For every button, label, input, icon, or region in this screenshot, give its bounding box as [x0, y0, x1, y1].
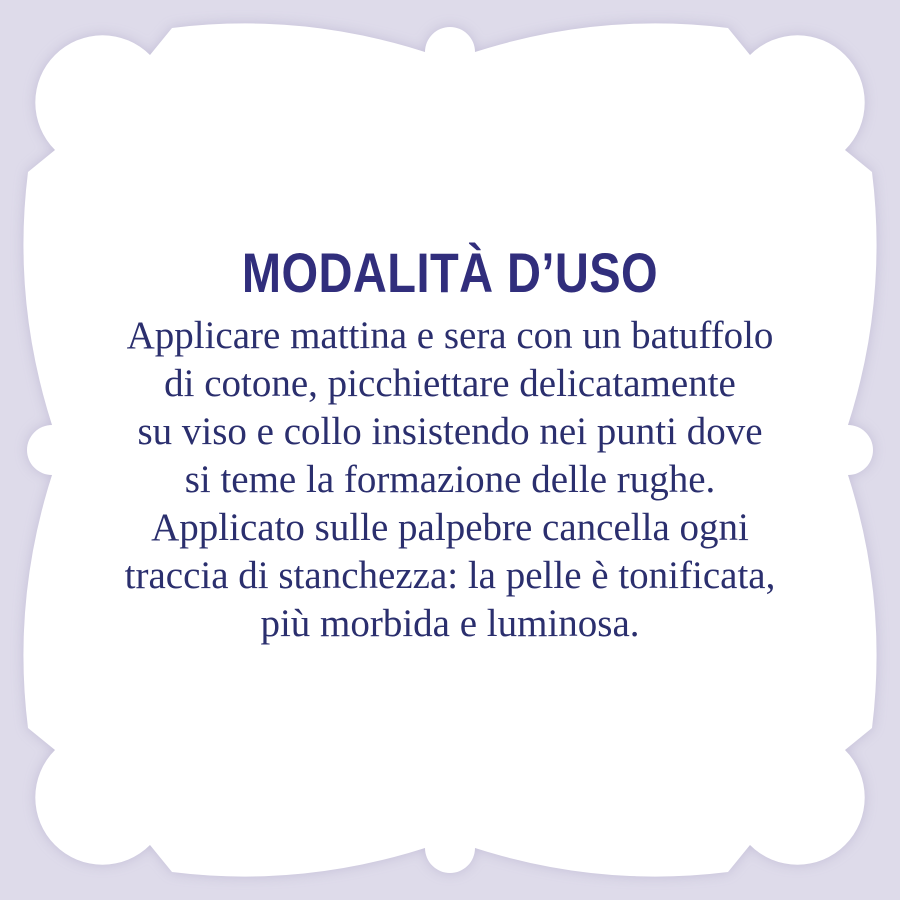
card-title: MODALITÀ D’USO — [241, 241, 659, 304]
body-line-4: si teme la formazione delle rughe. — [184, 458, 716, 501]
body-line-3: su viso e collo insistendo nei punti dove — [137, 410, 763, 453]
body-line-7: più morbida e luminosa. — [260, 602, 640, 645]
body-line-5: Applicato sulle palpebre cancella ogni — [151, 506, 749, 549]
body-line-6: traccia di stanchezza: la pelle è tonificata, — [124, 554, 776, 597]
usage-instructions-card — [70, 241, 830, 648]
body-line-2: di cotone, picchiettare delicatamente — [164, 362, 736, 405]
body-line-1: Applicare mattina e sera con un batuffolo — [126, 314, 774, 357]
